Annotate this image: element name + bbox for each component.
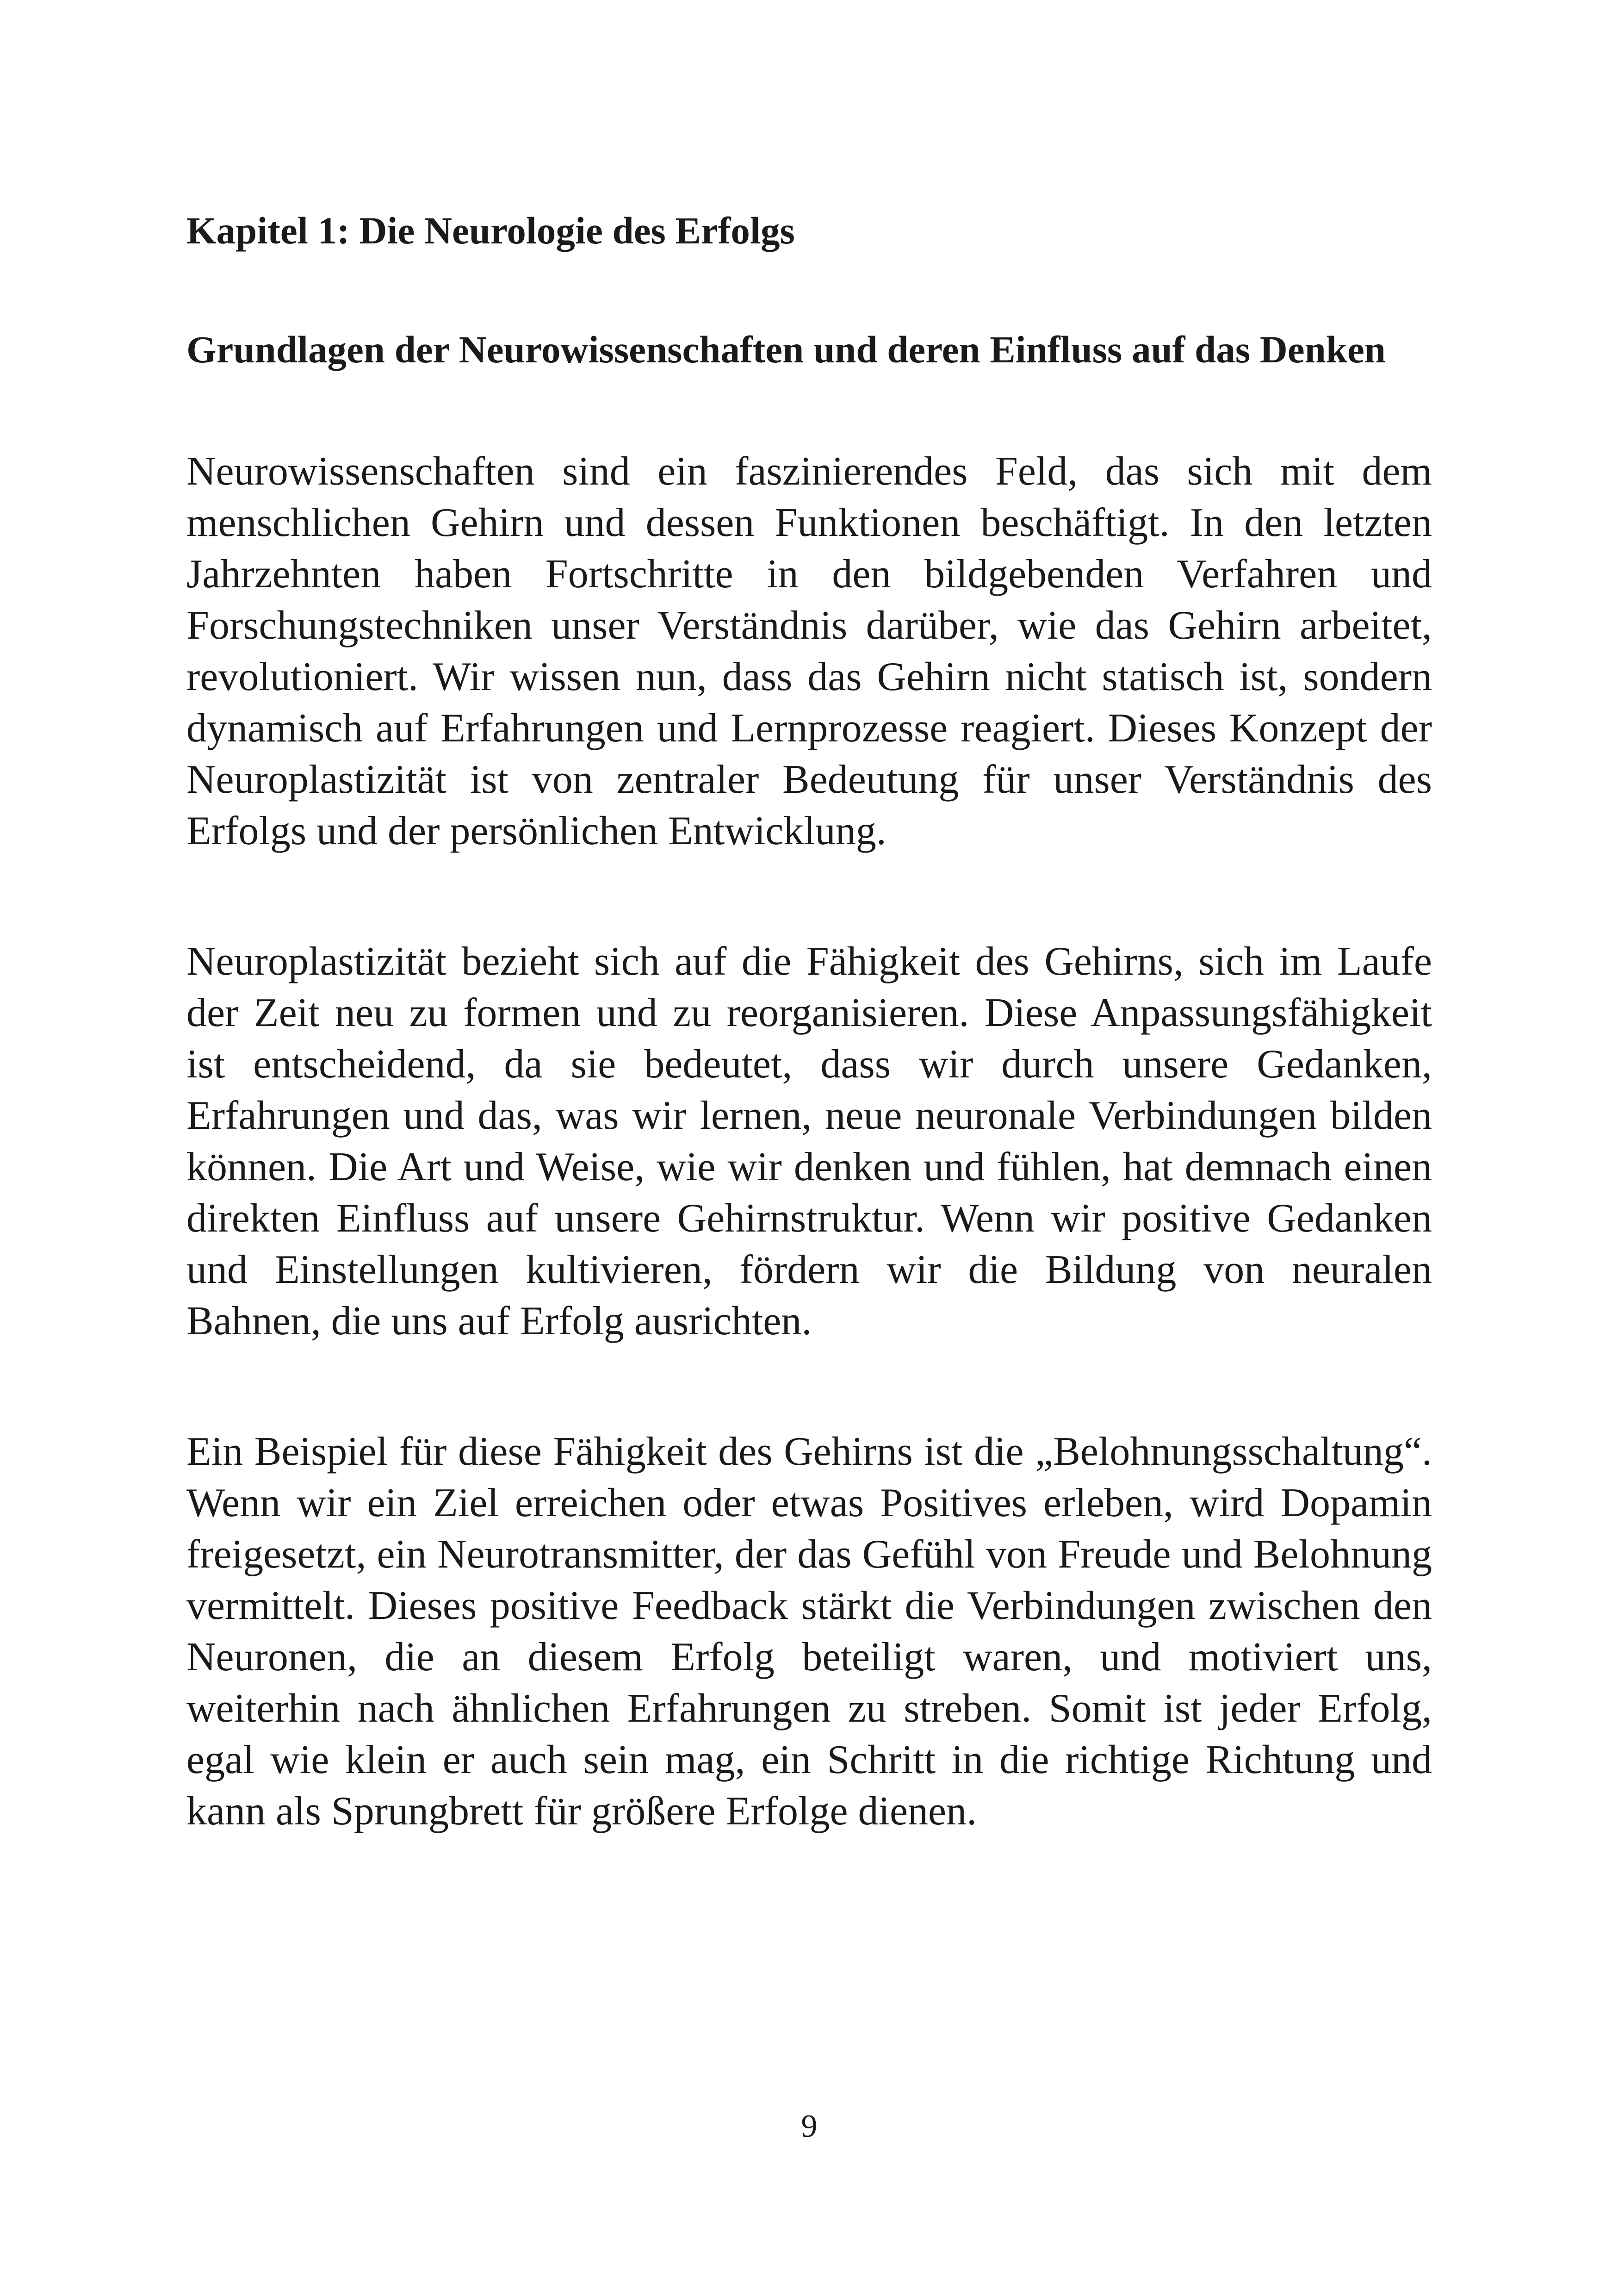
body-paragraph-3: Ein Beispiel für diese Fähigkeit des Gehirns ist die „Belohnungsschaltung“. Wenn wir ein Ziel erreichen oder etwas Positives erleben, wird Dopamin freigesetzt, ein Neurotransmitter, der das Gefühl von Freude und Belohnung vermittelt. Dieses positive Feedback stärkt die Verbindungen zwischen den Neuronen, die an diesem Erfolg beteiligt waren, und motiviert uns, weiterhin nach ähnlichen Erfahrungen zu streben. Somit ist jeder Erfolg, egal wie klein er auch sein mag, ein Schritt in die richtige Richtung und kann als Sprungbrett für größere Erfolge dienen.: [186, 1429, 1432, 1834]
body-paragraph-2: Neuroplastizität bezieht sich auf die Fähigkeit des Gehirns, sich im Laufe der Zeit neu zu formen und zu reorganisieren. Diese Anpassungsfähigkeit ist entscheidend, da sie bedeutet, dass wir durch unsere Gedanken, Erfahrungen und das, was wir lernen, neue neuronale Verbindungen bilden können. Die Art und Weise, wie wir denken und fühlen, hat demnach einen direkten Einfluss auf unsere Gehirnstruktur. Wenn wir positive Gedanken und Einstellungen kultivieren, fördern wir die Bildung von neuralen Bahnen, die uns auf Erfolg ausrichten.: [186, 939, 1432, 1344]
book-page: [186, 0, 1432, 2296]
body-paragraph-1: Neurowissenschaften sind ein faszinierendes Feld, das sich mit dem menschlichen Gehirn und dessen Funktionen beschäftigt. In den letzten Jahrzehnten haben Fortschritte in den bildgebenden Verfahren und Forschungstechniken unser Verständnis darüber, wie das Gehirn arbeitet, revolutioniert. Wir wissen nun, dass das Gehirn nicht statisch ist, sondern dynamisch auf Erfahrungen und Lernprozesse reagiert. Dieses Konzept der Neuroplastizität ist von zentraler Bedeutung für unser Verständnis des Erfolgs und der persönlichen Entwicklung.: [186, 449, 1432, 853]
chapter-title: Kapitel 1: Die Neurologie des Erfolgs: [186, 209, 795, 252]
section-heading: Grundlagen der Neurowissenschaften und deren Einfluss auf das Denken: [186, 328, 1386, 371]
page-number: 9: [801, 2109, 818, 2144]
